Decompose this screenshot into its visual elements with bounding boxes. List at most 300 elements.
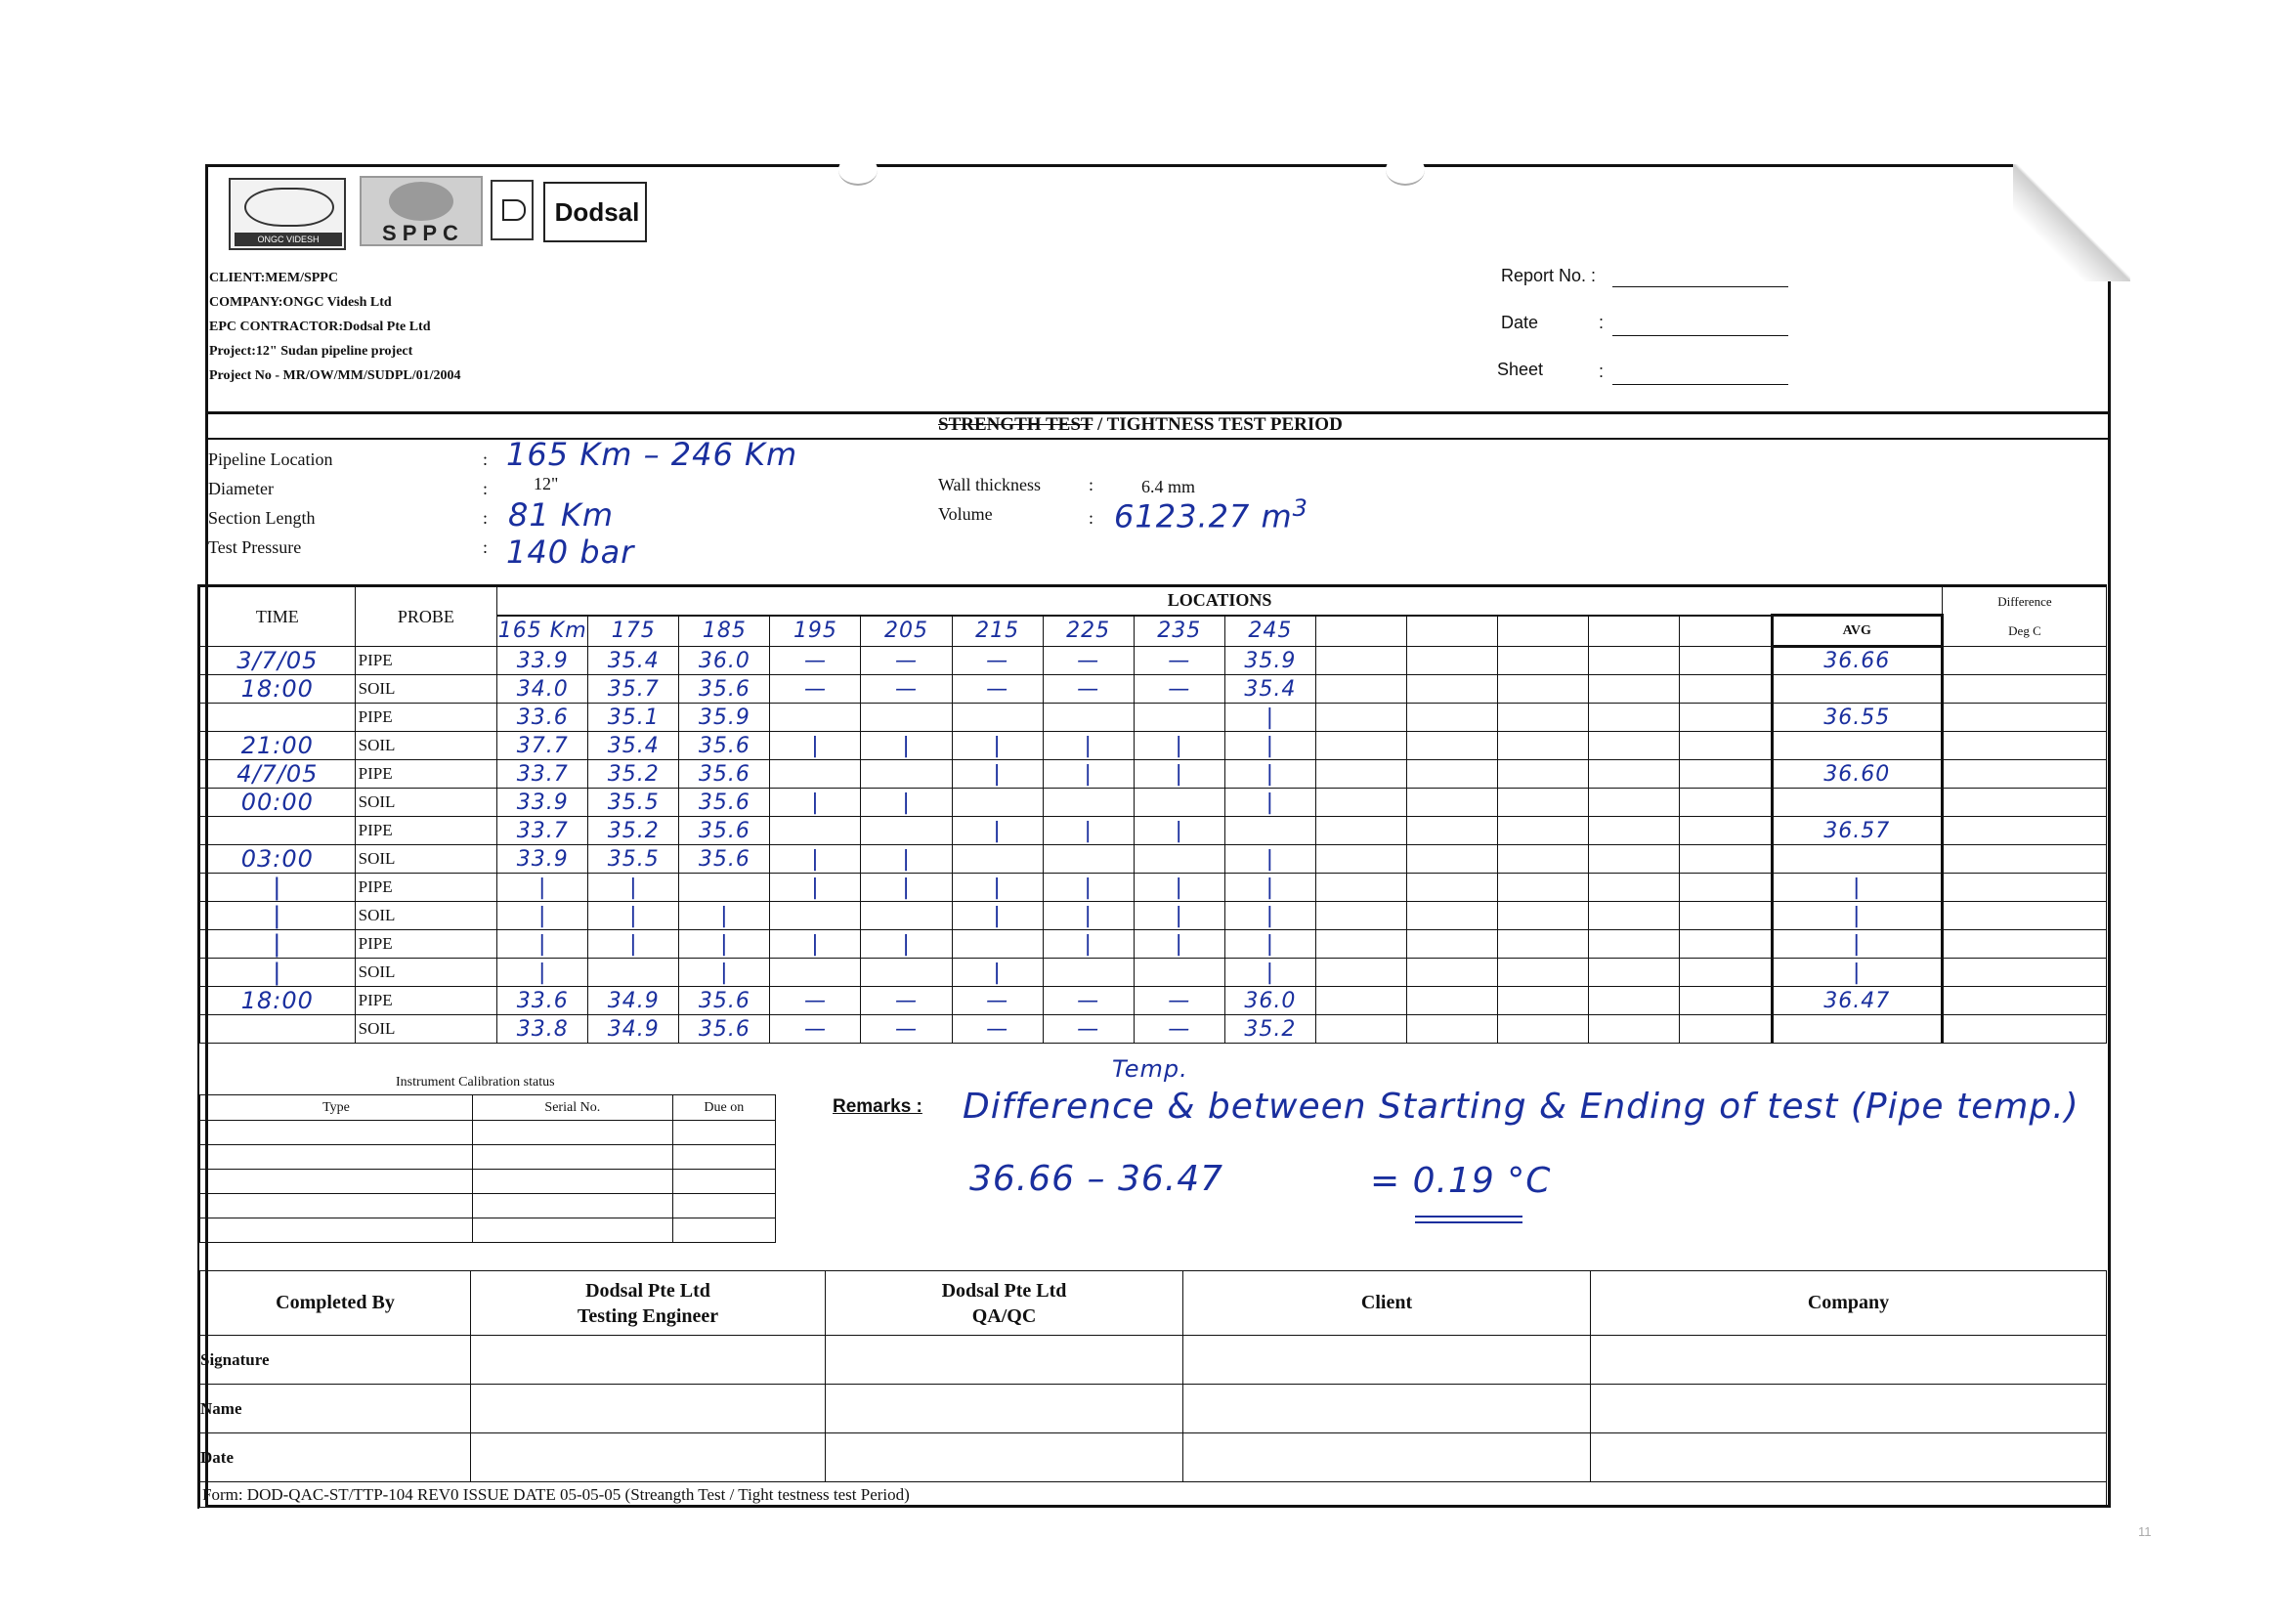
cell[interactable]: [1183, 1385, 1591, 1433]
cell[interactable]: [1183, 1433, 1591, 1482]
reading-cell[interactable]: |: [1224, 845, 1315, 874]
reading-cell[interactable]: [952, 704, 1043, 732]
reading-cell[interactable]: |: [497, 902, 588, 930]
difference-cell[interactable]: [1942, 959, 2106, 987]
reading-cell[interactable]: [1589, 902, 1680, 930]
reading-cell[interactable]: [1406, 760, 1497, 789]
reading-cell[interactable]: [588, 959, 679, 987]
reading-cell[interactable]: [1589, 760, 1680, 789]
reading-cell[interactable]: [1680, 1015, 1772, 1044]
difference-cell[interactable]: [1942, 874, 2106, 902]
reading-cell[interactable]: |: [861, 845, 952, 874]
reading-cell[interactable]: —: [1043, 675, 1134, 704]
reading-cell[interactable]: [952, 930, 1043, 959]
reading-cell[interactable]: [1315, 902, 1406, 930]
reading-cell[interactable]: |: [1134, 760, 1224, 789]
reading-cell[interactable]: [1134, 789, 1224, 817]
reading-cell[interactable]: |: [497, 930, 588, 959]
reading-cell[interactable]: |: [588, 930, 679, 959]
reading-cell[interactable]: [1406, 1015, 1497, 1044]
remarks-line-1: Difference & between Starting & Ending of test (Pipe temp.): [963, 1087, 2079, 1127]
avg-cell: |: [1772, 930, 1942, 959]
sheet-field[interactable]: [1612, 383, 1788, 385]
reading-cell[interactable]: |: [1134, 732, 1224, 760]
difference-cell[interactable]: [1942, 1015, 2106, 1044]
avg-cell: 36.47: [1772, 987, 1942, 1015]
reading-cell[interactable]: 35.9: [679, 704, 770, 732]
reading-cell[interactable]: [1315, 1015, 1406, 1044]
difference-cell[interactable]: [1942, 704, 2106, 732]
difference-cell[interactable]: [1942, 647, 2106, 675]
reading-cell[interactable]: [1498, 845, 1589, 874]
probe-cell: PIPE: [355, 760, 497, 789]
cell[interactable]: [672, 1194, 775, 1218]
report-no-field[interactable]: [1612, 285, 1788, 287]
reading-cell[interactable]: [1680, 987, 1772, 1015]
reading-cell[interactable]: 33.7: [497, 760, 588, 789]
date-field[interactable]: [1612, 334, 1788, 336]
reading-cell[interactable]: |: [497, 959, 588, 987]
avg-cell: 36.60: [1772, 760, 1942, 789]
reading-cell[interactable]: 35.6: [679, 789, 770, 817]
reading-cell[interactable]: [1406, 732, 1497, 760]
diameter-value: 12": [534, 474, 559, 493]
header-line: QA/QC: [971, 1304, 1037, 1327]
reading-cell[interactable]: [861, 959, 952, 987]
reading-cell[interactable]: 33.9: [497, 845, 588, 874]
reading-cell[interactable]: |: [588, 902, 679, 930]
cell[interactable]: [200, 1121, 473, 1145]
reading-cell[interactable]: [1315, 959, 1406, 987]
reading-cell[interactable]: —: [1043, 647, 1134, 675]
table-row: [200, 874, 2107, 902]
reading-cell[interactable]: 37.7: [497, 732, 588, 760]
reading-cell[interactable]: [770, 817, 861, 845]
reading-cell[interactable]: |: [770, 845, 861, 874]
reading-cell[interactable]: [1406, 902, 1497, 930]
reading-cell[interactable]: [1589, 987, 1680, 1015]
cell[interactable]: [672, 1170, 775, 1194]
reading-cell[interactable]: 35.2: [1224, 1015, 1315, 1044]
time-cell: 3/7/05: [200, 647, 356, 675]
reading-cell[interactable]: |: [1224, 874, 1315, 902]
reading-cell[interactable]: [1680, 675, 1772, 704]
reading-cell[interactable]: 33.9: [497, 647, 588, 675]
reading-cell[interactable]: [1680, 959, 1772, 987]
reading-cell[interactable]: 35.5: [588, 789, 679, 817]
reading-cell[interactable]: 33.6: [497, 704, 588, 732]
sheet-colon: :: [1599, 362, 1605, 381]
reading-cell[interactable]: |: [861, 874, 952, 902]
reading-cell[interactable]: —: [1134, 987, 1224, 1015]
reading-cell[interactable]: [770, 902, 861, 930]
table-row: [200, 959, 2107, 987]
cell[interactable]: [473, 1194, 673, 1218]
reading-cell[interactable]: |: [1043, 817, 1134, 845]
cell[interactable]: [471, 1385, 826, 1433]
reading-cell[interactable]: [1043, 704, 1134, 732]
reading-cell[interactable]: [1406, 930, 1497, 959]
reading-cell[interactable]: [1315, 760, 1406, 789]
reading-cell[interactable]: [1589, 704, 1680, 732]
reading-cell[interactable]: [952, 845, 1043, 874]
difference-cell[interactable]: [1942, 845, 2106, 874]
colon: :: [483, 449, 489, 469]
cell[interactable]: [473, 1170, 673, 1194]
reading-cell[interactable]: [1498, 760, 1589, 789]
difference-cell[interactable]: [1942, 789, 2106, 817]
reading-cell[interactable]: —: [952, 987, 1043, 1015]
reading-cell[interactable]: 35.7: [588, 675, 679, 704]
reading-cell[interactable]: [1406, 987, 1497, 1015]
avg-cell: |: [1772, 959, 1942, 987]
reading-cell[interactable]: —: [770, 1015, 861, 1044]
cell[interactable]: [1591, 1433, 2107, 1482]
reading-cell[interactable]: |: [1043, 902, 1134, 930]
reading-cell[interactable]: [1680, 874, 1772, 902]
reading-cell[interactable]: [1315, 789, 1406, 817]
reading-cell[interactable]: 35.6: [679, 732, 770, 760]
reading-cell[interactable]: 33.7: [497, 817, 588, 845]
reading-cell[interactable]: [1315, 675, 1406, 704]
reading-cell[interactable]: 36.0: [1224, 987, 1315, 1015]
client-header: Client: [1183, 1271, 1591, 1336]
remarks-result: = 0.19 °C: [1370, 1161, 1552, 1201]
reading-cell[interactable]: [1498, 732, 1589, 760]
reading-cell[interactable]: [1406, 675, 1497, 704]
reading-cell[interactable]: —: [1134, 1015, 1224, 1044]
reading-cell[interactable]: |: [861, 732, 952, 760]
avg-cell: 36.57: [1772, 817, 1942, 845]
cell[interactable]: [471, 1433, 826, 1482]
locations-header: LOCATIONS: [497, 587, 1943, 616]
reading-cell[interactable]: [1315, 817, 1406, 845]
reading-cell[interactable]: 34.9: [588, 987, 679, 1015]
reading-cell[interactable]: [861, 760, 952, 789]
reading-cell[interactable]: [1224, 817, 1315, 845]
dodsal-qaqc-header: [826, 1271, 1183, 1336]
reading-cell[interactable]: —: [952, 675, 1043, 704]
company-header: Company: [1591, 1271, 2107, 1336]
reading-cell[interactable]: |: [1224, 704, 1315, 732]
details-labels: [208, 445, 332, 562]
reading-cell[interactable]: [1589, 817, 1680, 845]
time-cell: |: [200, 959, 356, 987]
difference-cell[interactable]: [1942, 902, 2106, 930]
reading-cell[interactable]: [1589, 1015, 1680, 1044]
reading-cell[interactable]: [1589, 732, 1680, 760]
reading-cell[interactable]: —: [952, 1015, 1043, 1044]
reading-cell[interactable]: [1498, 987, 1589, 1015]
result-underline: [1415, 1216, 1522, 1223]
reading-cell[interactable]: —: [861, 675, 952, 704]
cell[interactable]: [672, 1218, 775, 1243]
probe-cell: SOIL: [355, 675, 497, 704]
reading-cell[interactable]: [1406, 959, 1497, 987]
cell[interactable]: [200, 1145, 473, 1170]
reading-cell[interactable]: [1498, 930, 1589, 959]
reading-cell[interactable]: —: [1043, 987, 1134, 1015]
reading-cell[interactable]: 35.4: [588, 647, 679, 675]
difference-cell[interactable]: [1942, 930, 2106, 959]
cell[interactable]: [471, 1336, 826, 1385]
reading-cell[interactable]: [1680, 732, 1772, 760]
probe-cell: PIPE: [355, 930, 497, 959]
reading-cell[interactable]: |: [1134, 902, 1224, 930]
time-cell: |: [200, 902, 356, 930]
location-header: 205: [861, 616, 952, 647]
reading-cell[interactable]: |: [770, 732, 861, 760]
reading-cell[interactable]: [1498, 1015, 1589, 1044]
reading-cell[interactable]: |: [770, 930, 861, 959]
reading-cell[interactable]: —: [770, 647, 861, 675]
cell[interactable]: [672, 1145, 775, 1170]
completed-by-header: Completed By: [200, 1271, 471, 1336]
reading-cell[interactable]: 35.6: [679, 845, 770, 874]
location-header: [1680, 616, 1772, 647]
reading-cell[interactable]: |: [952, 760, 1043, 789]
reading-cell[interactable]: —: [1043, 1015, 1134, 1044]
time-cell: [200, 704, 356, 732]
avg-cell: [1772, 1015, 1942, 1044]
reading-cell[interactable]: [1680, 789, 1772, 817]
reading-cell[interactable]: [679, 874, 770, 902]
reading-cell[interactable]: [1589, 675, 1680, 704]
reading-cell[interactable]: [1406, 704, 1497, 732]
reading-cell[interactable]: |: [1224, 760, 1315, 789]
reading-cell[interactable]: |: [952, 874, 1043, 902]
reading-cell[interactable]: |: [861, 930, 952, 959]
probe-cell: PIPE: [355, 987, 497, 1015]
cell[interactable]: [826, 1336, 1183, 1385]
reading-cell[interactable]: [861, 902, 952, 930]
reading-cell[interactable]: —: [1134, 647, 1224, 675]
reading-cell[interactable]: [1589, 959, 1680, 987]
degc-label: Deg C: [2008, 623, 2041, 638]
reading-cell[interactable]: [952, 789, 1043, 817]
colon: :: [483, 479, 489, 498]
reading-cell[interactable]: [1589, 845, 1680, 874]
reading-cell[interactable]: 33.6: [497, 987, 588, 1015]
reading-cell[interactable]: [1589, 930, 1680, 959]
reading-cell[interactable]: |: [497, 874, 588, 902]
difference-header: [1942, 587, 2106, 647]
reading-cell[interactable]: [1043, 789, 1134, 817]
reading-cell[interactable]: [1406, 845, 1497, 874]
cell[interactable]: [473, 1145, 673, 1170]
cell[interactable]: [1591, 1385, 2107, 1433]
cell[interactable]: [200, 1194, 473, 1218]
signoff-table: [199, 1270, 2107, 1508]
reading-cell[interactable]: |: [952, 959, 1043, 987]
reading-cell[interactable]: [1680, 647, 1772, 675]
header-line: Dodsal Pte Ltd: [941, 1279, 1067, 1302]
table-row: [200, 732, 2107, 760]
difference-cell[interactable]: [1942, 760, 2106, 789]
epc-line: EPC CONTRACTOR:Dodsal Pte Ltd: [209, 320, 431, 334]
cell[interactable]: [826, 1385, 1183, 1433]
reading-cell[interactable]: —: [861, 987, 952, 1015]
reading-cell[interactable]: 35.5: [588, 845, 679, 874]
reading-cell[interactable]: —: [1134, 675, 1224, 704]
reading-cell[interactable]: |: [679, 959, 770, 987]
reading-cell[interactable]: [1043, 845, 1134, 874]
table-row: [200, 1121, 776, 1145]
reading-cell[interactable]: [1134, 704, 1224, 732]
cell[interactable]: [473, 1121, 673, 1145]
reading-cell[interactable]: [1589, 647, 1680, 675]
cell[interactable]: [672, 1121, 775, 1145]
reading-cell[interactable]: [1680, 760, 1772, 789]
reading-cell[interactable]: [1680, 930, 1772, 959]
colon: :: [483, 537, 489, 557]
remarks-temp-note: Temp.: [1112, 1055, 1188, 1083]
reading-cell[interactable]: [1315, 704, 1406, 732]
signature-label: Signature: [200, 1336, 471, 1385]
table-row: [200, 1145, 776, 1170]
location-header: 175: [588, 616, 679, 647]
time-cell: 18:00: [200, 675, 356, 704]
reading-cell[interactable]: [1134, 959, 1224, 987]
reading-cell[interactable]: |: [770, 874, 861, 902]
diameter-label: Diameter: [208, 479, 274, 498]
reading-cell[interactable]: |: [1224, 902, 1315, 930]
reading-cell[interactable]: |: [679, 930, 770, 959]
reading-cell[interactable]: [1498, 789, 1589, 817]
reading-cell[interactable]: —: [770, 675, 861, 704]
reading-cell[interactable]: 35.6: [679, 987, 770, 1015]
cell[interactable]: [473, 1218, 673, 1243]
reading-cell[interactable]: |: [1043, 760, 1134, 789]
test-pressure-value: 140 bar: [506, 534, 635, 571]
table-row: [200, 817, 2107, 845]
reading-cell[interactable]: [1315, 845, 1406, 874]
reading-cell[interactable]: |: [1043, 874, 1134, 902]
reading-cell[interactable]: [1406, 789, 1497, 817]
reading-cell[interactable]: [861, 704, 952, 732]
reading-cell[interactable]: |: [679, 902, 770, 930]
time-cell: [200, 1015, 356, 1044]
reading-cell[interactable]: |: [1043, 732, 1134, 760]
reading-cell[interactable]: [1315, 874, 1406, 902]
reading-cell[interactable]: [1315, 930, 1406, 959]
reading-cell[interactable]: [1134, 845, 1224, 874]
reading-cell[interactable]: |: [861, 789, 952, 817]
cell[interactable]: [1183, 1336, 1591, 1385]
reading-cell[interactable]: [1589, 789, 1680, 817]
reading-cell[interactable]: 36.0: [679, 647, 770, 675]
reading-cell[interactable]: 35.6: [679, 817, 770, 845]
reading-cell[interactable]: 35.6: [679, 760, 770, 789]
reading-cell[interactable]: [1680, 704, 1772, 732]
reading-cell[interactable]: —: [952, 647, 1043, 675]
reading-cell[interactable]: [1315, 647, 1406, 675]
reading-cell[interactable]: |: [952, 732, 1043, 760]
reading-cell[interactable]: 35.4: [588, 732, 679, 760]
reading-cell[interactable]: 35.9: [1224, 647, 1315, 675]
difference-cell[interactable]: [1942, 675, 2106, 704]
reading-cell[interactable]: [1406, 817, 1497, 845]
location-header: 225: [1043, 616, 1134, 647]
reading-cell[interactable]: [1680, 817, 1772, 845]
reading-cell[interactable]: [1498, 902, 1589, 930]
cell[interactable]: [826, 1433, 1183, 1482]
reading-cell[interactable]: [1498, 874, 1589, 902]
reading-cell[interactable]: |: [588, 874, 679, 902]
reading-cell[interactable]: |: [1134, 930, 1224, 959]
reading-cell[interactable]: [1680, 902, 1772, 930]
reading-cell[interactable]: [1315, 732, 1406, 760]
cell[interactable]: [200, 1218, 473, 1243]
time-header: TIME: [200, 587, 356, 647]
reading-cell[interactable]: |: [1043, 930, 1134, 959]
reading-cell[interactable]: 35.1: [588, 704, 679, 732]
reading-cell[interactable]: [1498, 647, 1589, 675]
reading-cell[interactable]: —: [770, 987, 861, 1015]
reading-cell[interactable]: 34.9: [588, 1015, 679, 1044]
reading-cell[interactable]: 33.9: [497, 789, 588, 817]
reading-cell[interactable]: [770, 704, 861, 732]
reading-cell[interactable]: 34.0: [497, 675, 588, 704]
reading-cell[interactable]: |: [1224, 789, 1315, 817]
difference-cell[interactable]: [1942, 987, 2106, 1015]
reading-cell[interactable]: |: [1134, 874, 1224, 902]
colon: :: [483, 508, 489, 528]
reading-cell[interactable]: [770, 959, 861, 987]
cell[interactable]: [1591, 1336, 2107, 1385]
difference-cell[interactable]: [1942, 732, 2106, 760]
reading-cell[interactable]: 33.8: [497, 1015, 588, 1044]
reading-cell[interactable]: 35.2: [588, 817, 679, 845]
reading-cell[interactable]: |: [952, 902, 1043, 930]
difference-cell[interactable]: [1942, 817, 2106, 845]
reading-cell[interactable]: [1406, 647, 1497, 675]
reading-cell[interactable]: —: [861, 647, 952, 675]
reading-cell[interactable]: [1498, 675, 1589, 704]
probe-cell: SOIL: [355, 732, 497, 760]
reading-cell[interactable]: |: [770, 789, 861, 817]
reading-cell[interactable]: [1498, 817, 1589, 845]
reading-cell[interactable]: |: [1224, 930, 1315, 959]
reading-cell[interactable]: [1043, 959, 1134, 987]
probe-cell: PIPE: [355, 704, 497, 732]
reading-cell[interactable]: |: [1224, 959, 1315, 987]
strength-test-struck: STRENGTH TEST: [938, 414, 1093, 435]
reading-cell[interactable]: [770, 760, 861, 789]
table-row: [200, 1170, 776, 1194]
cell[interactable]: [200, 1170, 473, 1194]
reading-cell[interactable]: [1315, 987, 1406, 1015]
reading-cell[interactable]: —: [861, 1015, 952, 1044]
reading-cell[interactable]: 35.6: [679, 675, 770, 704]
dodsal-emblem: [491, 180, 534, 240]
reading-cell[interactable]: [1680, 845, 1772, 874]
reading-cell[interactable]: [1498, 704, 1589, 732]
table-row: [200, 1194, 776, 1218]
reading-cell[interactable]: 35.4: [1224, 675, 1315, 704]
reading-cell[interactable]: |: [1134, 817, 1224, 845]
reading-cell[interactable]: |: [1224, 732, 1315, 760]
reading-cell[interactable]: [1406, 874, 1497, 902]
table-row: [200, 987, 2107, 1015]
reading-cell[interactable]: [861, 817, 952, 845]
date-colon: :: [1599, 313, 1605, 332]
reading-cell[interactable]: |: [952, 817, 1043, 845]
reading-cell[interactable]: [1589, 874, 1680, 902]
reading-cell[interactable]: [1498, 959, 1589, 987]
reading-cell[interactable]: 35.6: [679, 1015, 770, 1044]
reading-cell[interactable]: 35.2: [588, 760, 679, 789]
